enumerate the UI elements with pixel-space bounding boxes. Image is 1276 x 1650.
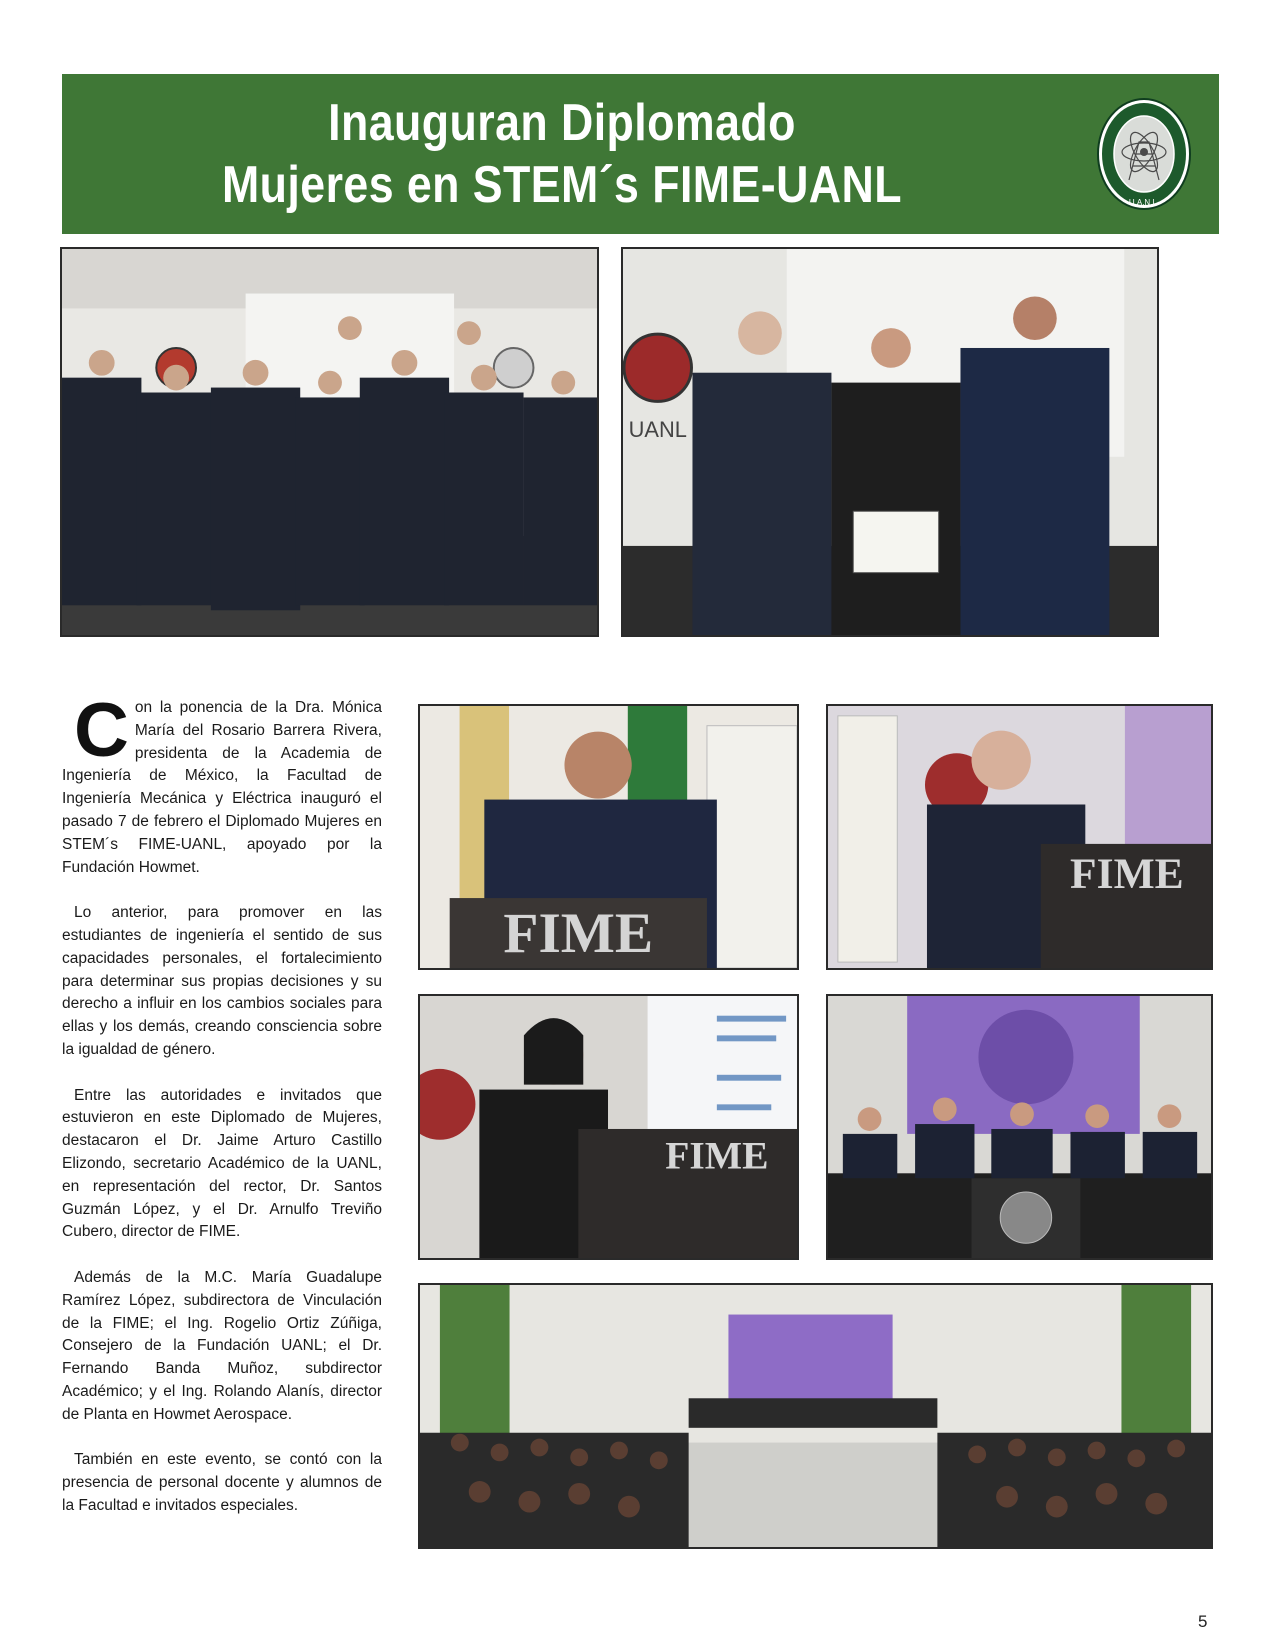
speaker-photo-presenter	[418, 994, 799, 1260]
article-paragraph-3: Entre las autoridades e invitados que estuvieron en este Diplomado de Mujeres, destacaron el Dr. Jaime Arturo Castillo Elizondo, secretario Académico de la UANL, en representación del rector, Dr. Santos Guzmán López, y el Dr. Arnulfo Treviño Cubero, director de FIME.	[62, 1086, 382, 1241]
article-body	[62, 688, 382, 1540]
title-line-2: Mujeres en STEM´s FIME-UANL	[222, 156, 902, 214]
lectern-label: FIME	[503, 902, 654, 966]
article-paragraph-2: Lo anterior, para promover en las estudiantes de ingeniería el sentido de sus capacidades personales, el fortalecimiento para determinar sus propias decisiones y su derecho a influir en los cambios sociales para ellas y los demás, creando consciencia sobre la igualdad de género.	[62, 904, 382, 1058]
uanl-wall-letters: UANL	[628, 417, 687, 443]
speaker-photo-director	[418, 704, 799, 970]
title-banner	[62, 74, 1219, 234]
group-photo	[60, 247, 599, 637]
article-paragraph-5: También en este evento, se contó con la presencia de personal docente y alumnos de la Facultad e invitados especiales.	[62, 1451, 382, 1514]
speaker-photo-secretary	[826, 704, 1213, 970]
lectern-label-3: FIME	[665, 1133, 769, 1178]
auditorium-photo	[418, 1283, 1213, 1549]
panel-table-photo	[826, 994, 1213, 1260]
seal-bottom-text: U.A.N.L.	[1128, 198, 1160, 207]
article-paragraph-1: Con la ponencia de la Dra. Mónica María del Rosario Barrera Rivera, presidenta de la Academia de Ingeniería de México, la Facultad de Ingeniería Mecánica y Eléctrica inauguró el pasado 7 de febrero el Diplomado Mujeres en STEM´s FIME-UANL, apoyado por la Fundación Howmet.	[62, 688, 382, 876]
page-title	[132, 92, 992, 216]
dropcap: C	[74, 688, 129, 773]
certificate-photo	[621, 247, 1159, 637]
lectern-label-2: FIME	[1070, 850, 1184, 899]
title-line-1: Inauguran Diplomado	[328, 94, 796, 152]
fime-seal-logo	[1069, 82, 1219, 226]
article-paragraph-4: Además de la M.C. María Guadalupe Ramírez López, subdirectora de Vinculación de la FIME; el Ing. Rogelio Ortiz Zúñiga, Consejero de la Fundación UANL; el Dr. Fernando Banda Muñoz, subdirector Académico; y el Ing. Rolando Alanís, director de Planta en Howmet Aerospace.	[62, 1268, 382, 1423]
page-number: 5	[1198, 1612, 1208, 1631]
